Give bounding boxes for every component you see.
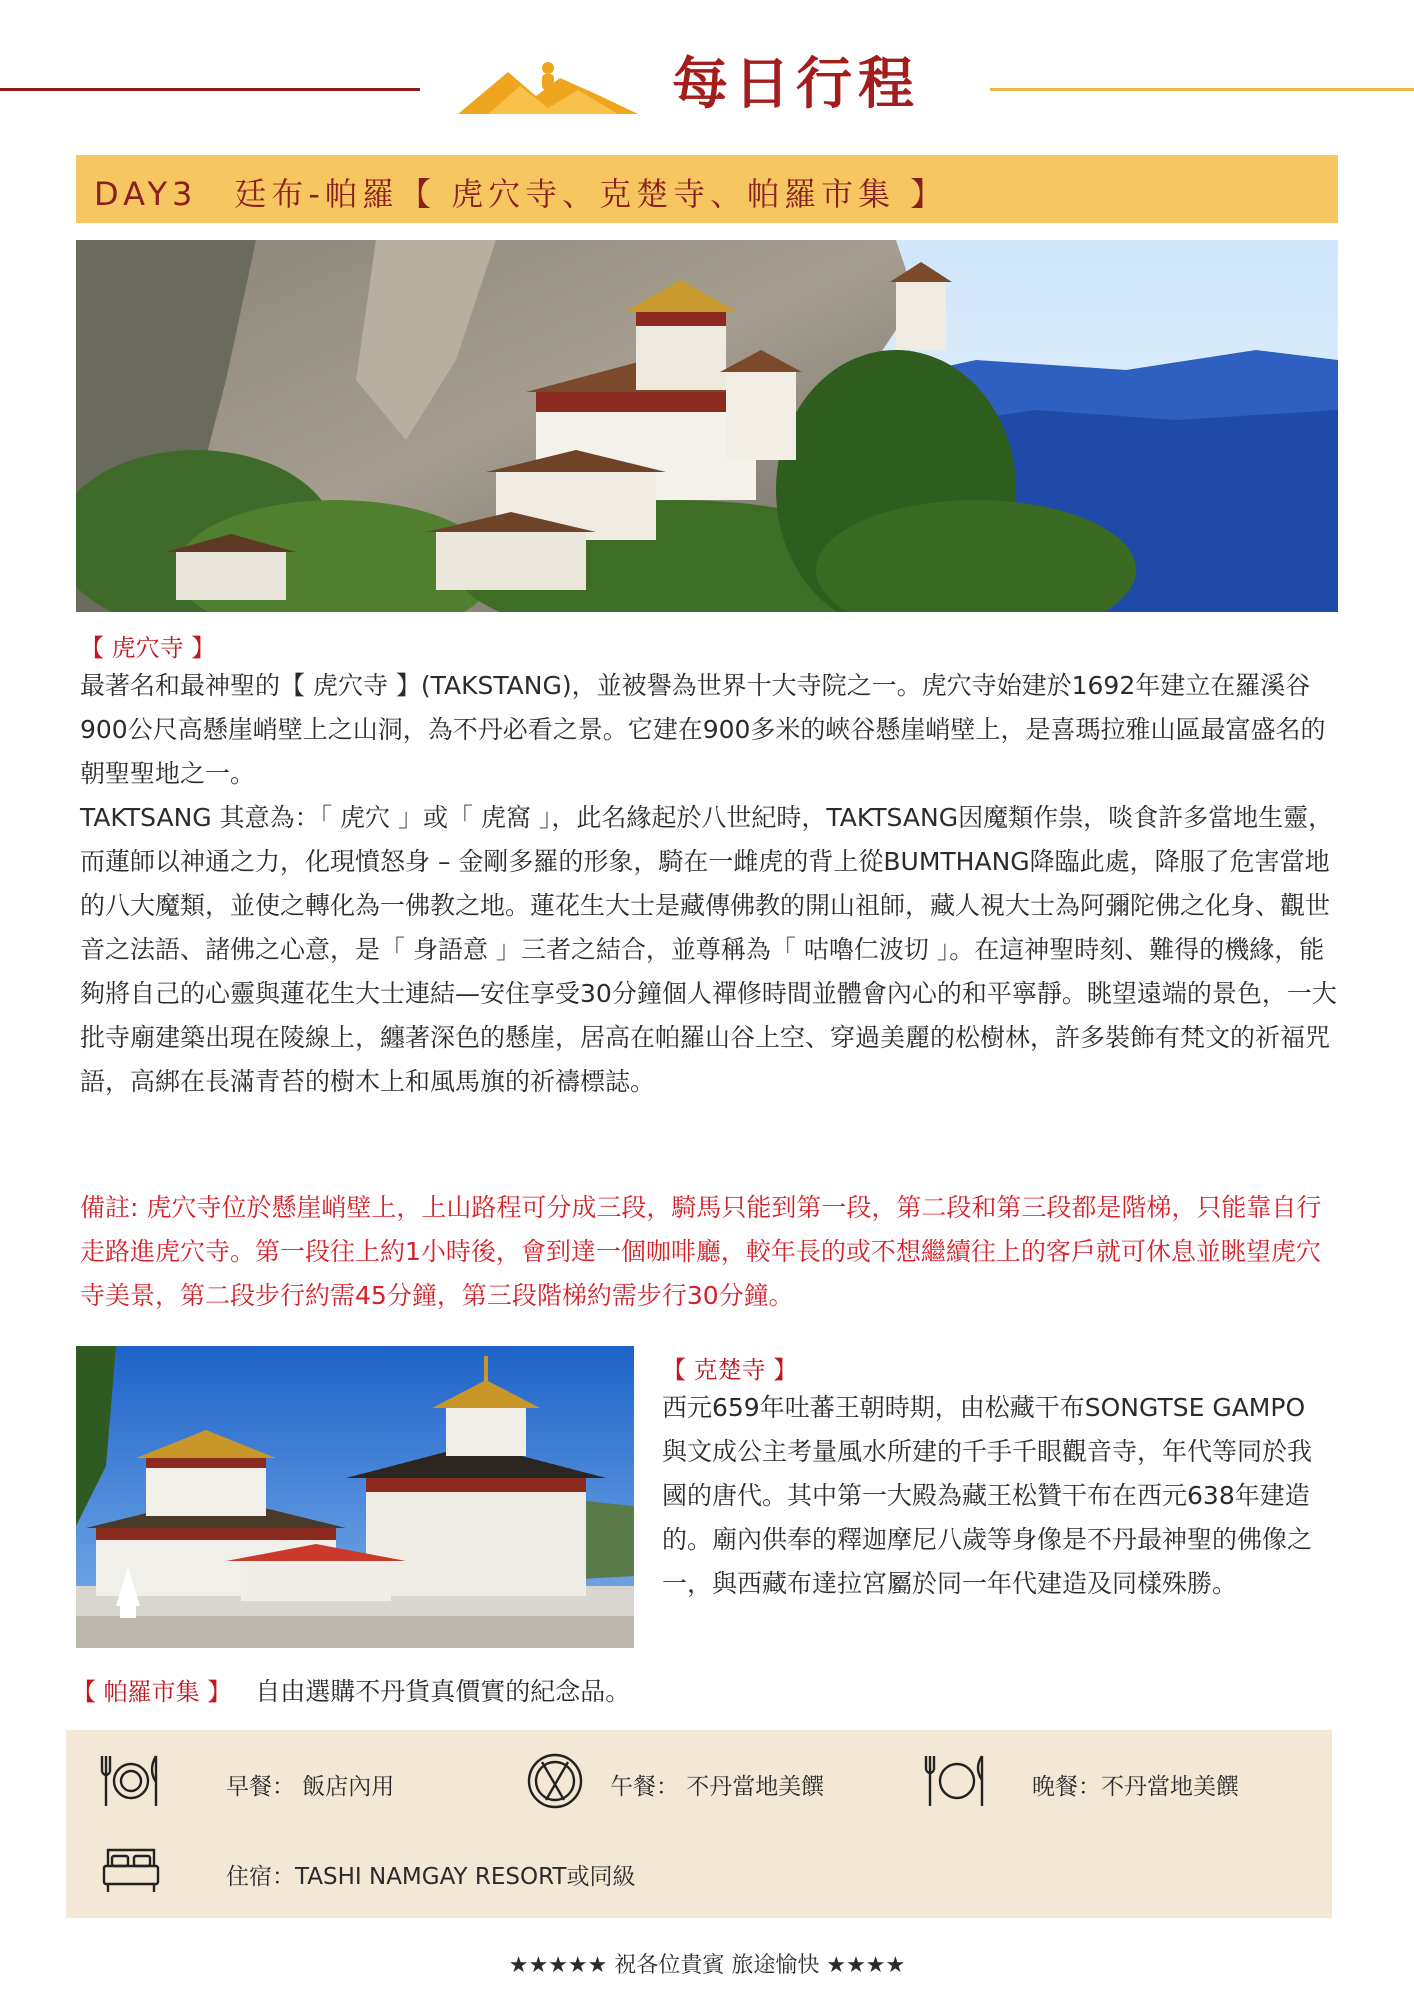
- taktsang-note: 備註: 虎穴寺位於懸崖峭壁上，上山路程可分成三段，騎馬只能到第一段，第二段和第三段都是階梯，只能靠自行走路進虎穴寺。第一段往上約1小時後，會到達一個咖啡廳，較年長的或不想繼續往上的客戶就可休息並眺望虎穴寺美景，第二段步行約需45分鐘，第三段階梯約需步行30分鐘。: [80, 1193, 1322, 1310]
- header-rule-left: [0, 88, 420, 91]
- header-rule-right: [990, 88, 1414, 91]
- lunch-label: 午餐： 不丹當地美饌: [610, 1774, 825, 1800]
- breakfast-icon: [100, 1750, 162, 1812]
- mountain-buddha-icon: [458, 58, 638, 114]
- taktsang-paragraph-1: 最著名和最神聖的【 虎穴寺 】(TAKSTANG)，並被譽為世界十大寺院之一。虎穴寺始建於1692年建立在羅溪谷900公尺高懸崖峭壁上之山洞，為不丹必看之景。它建在900多米的峽谷懸崖峭壁上，是喜瑪拉雅山區最富盛名的朝聖聖地之一。: [80, 671, 1326, 788]
- dinner-icon: [924, 1750, 986, 1812]
- page-title: 每日行程: [672, 52, 920, 117]
- market-row: [72, 1672, 630, 1708]
- market-text: 自由選購不丹貨真價實的紀念品。: [255, 1677, 631, 1706]
- lunch-icon: [524, 1750, 586, 1812]
- hotel-label: 住宿：TASHI NAMGAY RESORT或同級: [226, 1864, 636, 1890]
- kyichu-text: 西元659年吐蕃王朝時期，由松藏干布SONGTSE GAMPO與文成公主考量風水所建的千手千眼觀音寺，年代等同於我國的唐代。其中第一大殿為藏王松贊干布在西元638年建造的。廟內供奉的釋迦摩尼八歲等身像是不丹最神聖的佛像之一，與西藏布達拉宮屬於同一年代建造及同樣殊勝。: [662, 1393, 1313, 1598]
- kyichu-photo: [76, 1346, 634, 1648]
- taktsang-heading: 【 虎穴寺 】: [80, 634, 216, 662]
- day-title: DAY3 廷布-帕羅【 虎穴寺、克楚寺、帕羅市集 】: [94, 175, 948, 213]
- breakfast-label: 早餐： 飯店內用: [226, 1774, 395, 1800]
- bed-icon: [100, 1838, 162, 1900]
- taktsang-paragraph-2: TAKTSANG 其意為：「 虎穴 」或「 虎窩 」，此名緣起於八世紀時，TAKTSANG因魔類作祟，啖食許多當地生靈，而蓮師以神通之力，化現憤怒身 – 金剛多羅的形象，騎在一雌虎的背上從BUMTHANG降臨此處，降服了危害當地的八大魔類，並使之轉化為一佛教之地。蓮花生大士是藏傳佛教的開山祖師，藏人視大士為阿彌陀佛之化身、觀世音之法語、諸佛之心意，是「 身語意 」三者之結合，並尊稱為「 咕嚕仁波切 」。在這神聖時刻、難得的機緣，能夠將自己的心靈與蓮花生大士連結—安住享受30分鐘個人禪修時間並體會內心的和平寧靜。眺望遠端的景色，一大批寺廟建築出現在陵線上，纏著深色的懸崖，居高在帕羅山谷上空、穿過美麗的松樹林，許多裝飾有梵文的祈福咒語，高綁在長滿青苔的樹木上和風馬旗的祈禱標誌。: [80, 803, 1337, 1096]
- market-heading: 【 帕羅市集 】: [72, 1678, 232, 1706]
- taktsang-photo: [76, 240, 1338, 612]
- footer-wish: ★★★★★ 祝各位貴賓 旅途愉快 ★★★★: [508, 1953, 906, 1978]
- kyichu-heading: 【 克楚寺 】: [662, 1356, 798, 1384]
- dinner-label: 晚餐：不丹當地美饌: [1032, 1774, 1239, 1800]
